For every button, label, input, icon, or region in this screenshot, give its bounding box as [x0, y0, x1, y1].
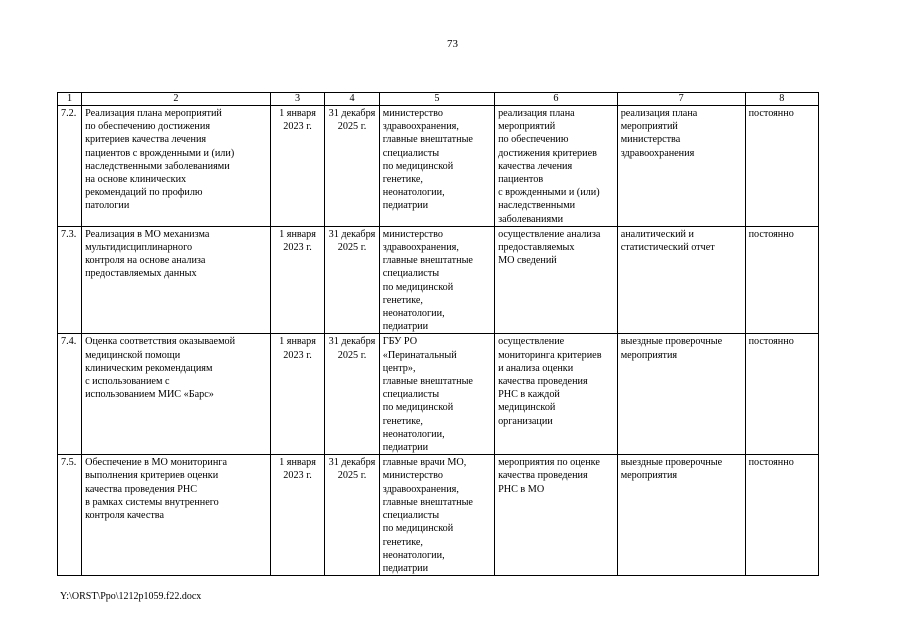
page-number: 73: [447, 38, 458, 50]
column-number: 8: [745, 93, 818, 106]
responsible-cell: [379, 226, 494, 334]
cell-line: неонатологии,: [382, 308, 445, 320]
cell-line: 2023 г.: [283, 470, 312, 482]
cell-line: на основе клинических: [85, 174, 187, 186]
cell-line: статистический отчет: [620, 242, 715, 254]
column-number: 5: [379, 93, 494, 106]
cell-line: министерство: [382, 228, 443, 240]
item-number-cell: 7.3.: [58, 226, 82, 334]
cell-line: медицинской: [498, 402, 556, 414]
cell-line: Обеспечение в МО мониторинга: [85, 457, 228, 469]
cell-line: министерства: [620, 134, 681, 146]
period-cell: [745, 334, 818, 455]
cell-line: предоставляемых данных: [85, 268, 197, 280]
cell-line: реализация плана: [498, 108, 575, 119]
start-date-cell: [270, 106, 325, 227]
cell-line: 2025 г.: [337, 242, 367, 254]
footer-file-path: Y:\ORST\Ppo\1212p1059.f22.docx: [60, 591, 202, 602]
cell-line: мониторинга критериев: [498, 349, 602, 361]
responsible-cell: [379, 455, 494, 576]
cell-line: с врожденными и (или): [498, 187, 600, 199]
cell-line: контроля качества: [85, 510, 164, 522]
cell-line: пациентов с врожденными и (или): [85, 147, 235, 159]
cell-line: качества проведения РНС: [85, 483, 198, 495]
table-row: [58, 334, 819, 455]
cell-line: качества проведения: [498, 470, 588, 482]
cell-line: специалисты: [382, 268, 440, 280]
end-date-cell: [325, 106, 380, 227]
column-number: 2: [82, 93, 271, 106]
table-row: [58, 455, 819, 576]
cell-line: здравоохранения,: [382, 121, 459, 133]
cell-line: генетике,: [382, 294, 423, 306]
cell-line: использованием МИС «Барс»: [85, 389, 214, 401]
cell-line: неонатологии,: [382, 549, 445, 561]
cell-line: 2023 г.: [283, 349, 312, 361]
table-row: [58, 106, 819, 227]
cell-line: организации: [498, 415, 553, 427]
cell-line: критериев качества лечения: [85, 134, 207, 146]
cell-line: по медицинской: [382, 281, 454, 293]
cell-line: специалисты: [382, 389, 440, 401]
cell-line: качества проведения: [498, 376, 588, 388]
item-number-cell: 7.5.: [58, 455, 82, 576]
indicator-cell: [617, 226, 745, 334]
cell-line: с использованием с: [85, 376, 170, 388]
cell-line: достижения критериев: [498, 147, 597, 159]
cell-line: генетике,: [382, 536, 423, 548]
cell-line: постоянно: [748, 228, 794, 240]
cell-line: мультидисциплинарного: [85, 242, 193, 254]
cell-line: мероприятий: [620, 121, 678, 133]
indicator-cell: [617, 334, 745, 455]
cell-line: патологии: [85, 200, 130, 212]
cell-line: 31 декабря: [328, 336, 376, 348]
cell-line: постоянно: [748, 108, 794, 119]
cell-line: осуществление: [498, 336, 565, 348]
cell-line: педиатрии: [382, 442, 429, 454]
cell-line: мероприятия: [620, 349, 678, 361]
indicator-cell: [617, 455, 745, 576]
cell-line: аналитический и: [620, 228, 694, 240]
cell-line: 2023 г.: [283, 242, 312, 254]
column-number: 6: [495, 93, 618, 106]
responsible-cell: [379, 334, 494, 455]
cell-line: выполнения критериев оценки: [85, 470, 219, 482]
cell-line: министерство: [382, 470, 443, 482]
column-number: 4: [325, 93, 380, 106]
cell-line: здравоохранения: [620, 147, 695, 159]
item-number-cell: 7.4.: [58, 334, 82, 455]
start-date-cell: [270, 455, 325, 576]
cell-line: 1 января: [279, 108, 316, 119]
cell-line: ГБУ РО: [382, 336, 418, 348]
cell-line: выездные проверочные: [620, 457, 723, 469]
cell-line: центр»,: [382, 362, 416, 374]
event-cell: [82, 455, 271, 576]
cell-line: специалисты: [382, 147, 440, 159]
cell-line: главные внештатные: [382, 255, 473, 267]
cell-line: пациентов: [498, 174, 544, 186]
cell-line: реализация плана: [620, 108, 698, 119]
period-cell: [745, 106, 818, 227]
cell-line: РНС в каждой: [498, 389, 560, 401]
indicator-cell: [617, 106, 745, 227]
cell-line: постоянно: [748, 457, 794, 469]
cell-line: осуществление анализа: [498, 228, 601, 240]
cell-line: 31 декабря: [328, 108, 376, 119]
end-date-cell: [325, 455, 380, 576]
cell-line: главные внештатные: [382, 496, 473, 508]
cell-line: по обеспечению: [498, 134, 569, 146]
cell-line: здравоохранения,: [382, 242, 459, 254]
cell-line: министерство: [382, 108, 443, 119]
table-row: [58, 226, 819, 334]
event-cell: [82, 106, 271, 227]
cell-line: 2025 г.: [337, 470, 367, 482]
cell-line: РНС в МО: [498, 483, 545, 495]
cell-line: педиатрии: [382, 200, 429, 212]
cell-line: МО сведений: [498, 255, 557, 267]
cell-line: 2023 г.: [283, 121, 312, 133]
cell-line: постоянно: [748, 336, 794, 348]
cell-line: заболеваниями: [498, 213, 564, 225]
cell-line: 1 января: [279, 228, 316, 240]
cell-line: главные врачи МО,: [382, 457, 467, 469]
start-date-cell: [270, 334, 325, 455]
cell-line: 2025 г.: [337, 349, 367, 361]
event-cell: [82, 226, 271, 334]
start-date-cell: [270, 226, 325, 334]
cell-line: Реализация в МО механизма: [85, 228, 210, 240]
result-cell: [495, 334, 618, 455]
cell-line: качества лечения: [498, 160, 573, 172]
cell-line: главные внештатные: [382, 376, 473, 388]
period-cell: [745, 455, 818, 576]
column-number: 3: [270, 93, 325, 106]
cell-line: по обеспечению достижения: [85, 121, 211, 133]
cell-line: главные внештатные: [382, 134, 473, 146]
cell-line: контроля на основе анализа: [85, 255, 206, 267]
cell-line: специалисты: [382, 510, 440, 522]
cell-line: 2025 г.: [337, 121, 367, 133]
cell-line: педиатрии: [382, 562, 429, 574]
responsible-cell: [379, 106, 494, 227]
cell-line: наследственными: [498, 200, 576, 212]
cell-line: мероприятия: [620, 470, 678, 482]
result-cell: [495, 106, 618, 227]
cell-line: по медицинской: [382, 402, 454, 414]
column-number: 7: [617, 93, 745, 106]
cell-line: клиническим рекомендациям: [85, 362, 213, 374]
cell-line: «Перинатальный: [382, 349, 457, 361]
cell-line: по медицинской: [382, 523, 454, 535]
cell-line: 31 декабря: [328, 228, 376, 240]
cell-line: наследственными заболеваниями: [85, 160, 230, 172]
cell-line: Реализация плана мероприятий: [85, 108, 222, 119]
action-plan-table: [57, 92, 819, 576]
item-number-cell: 7.2.: [58, 106, 82, 227]
end-date-cell: [325, 226, 380, 334]
cell-line: медицинской помощи: [85, 349, 181, 361]
cell-line: 31 декабря: [328, 457, 376, 469]
cell-line: педиатрии: [382, 321, 429, 333]
cell-line: и анализа оценки: [498, 362, 574, 374]
event-cell: [82, 334, 271, 455]
cell-line: здравоохранения,: [382, 483, 459, 495]
cell-line: по медицинской: [382, 160, 454, 172]
cell-line: Оценка соответствия оказываемой: [85, 336, 236, 348]
column-number-row: [58, 93, 819, 106]
cell-line: генетике,: [382, 415, 423, 427]
cell-line: мероприятий: [498, 121, 556, 133]
cell-line: рекомендаций по профилю: [85, 187, 203, 199]
cell-line: неонатологии,: [382, 428, 445, 440]
end-date-cell: [325, 334, 380, 455]
result-cell: [495, 455, 618, 576]
cell-line: мероприятия по оценке: [498, 457, 600, 469]
cell-line: предоставляемых: [498, 242, 575, 254]
period-cell: [745, 226, 818, 334]
cell-line: 1 января: [279, 457, 316, 469]
cell-line: выездные проверочные: [620, 336, 723, 348]
cell-line: в рамках системы внутреннего: [85, 496, 219, 508]
column-number: 1: [58, 93, 82, 106]
cell-line: 1 января: [279, 336, 316, 348]
result-cell: [495, 226, 618, 334]
cell-line: генетике,: [382, 174, 423, 186]
cell-line: неонатологии,: [382, 187, 445, 199]
